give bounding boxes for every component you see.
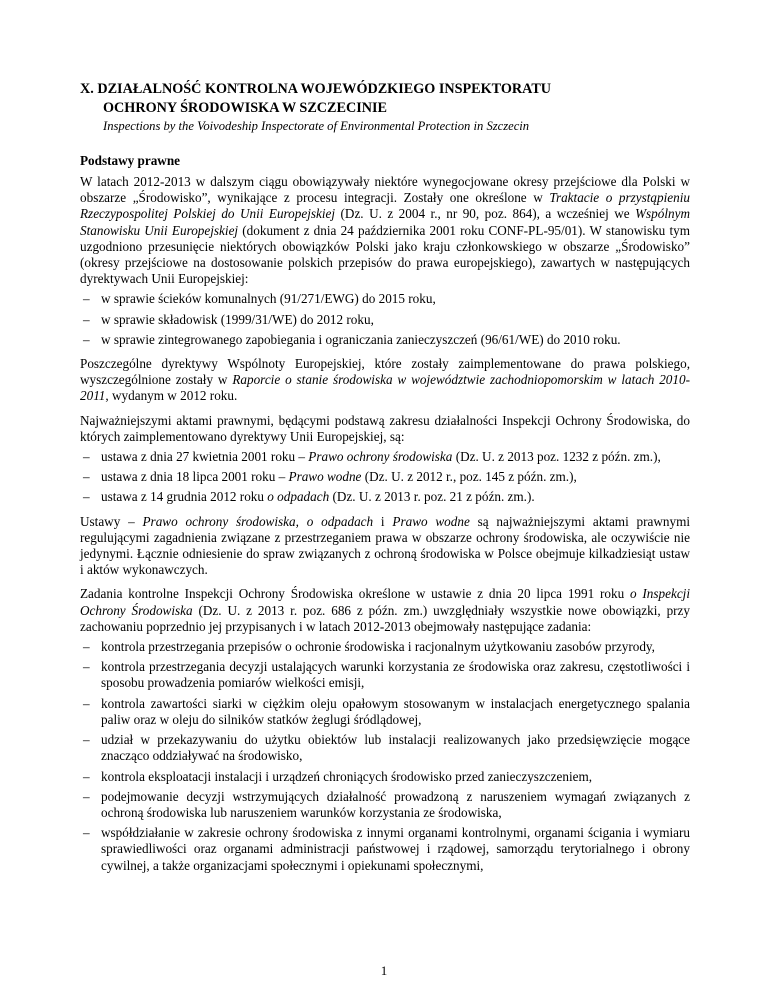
list-item: – w sprawie ścieków komunalnych (91/271/EWG) do 2015 roku,: [80, 291, 690, 307]
tasks-list: [80, 639, 690, 874]
acts-list: [80, 449, 690, 506]
paragraph-3: Najważniejszymi aktami prawnymi, będącymi podstawą zakresu działalności Inspekcji Ochrony Środowiska, do których zaimplementowano dyrektywy Unii Europejskiej, są:: [80, 412, 690, 444]
document-page: [80, 80, 690, 882]
page-number: 1: [380, 963, 388, 978]
list-item: – w sprawie składowisk (1999/31/WE) do 2012 roku,: [80, 312, 690, 328]
list-item: – kontrola przestrzegania przepisów o ochronie środowiska i racjonalnym użytkowaniu zasobów przyrody,: [80, 639, 690, 655]
list-item: – kontrola zawartości siarki w ciężkim oleju opałowym stosowanym w instalacjach energetycznego spalania paliw oraz w oleju do silników statków żeglugi śródlądowej,: [80, 696, 690, 728]
chapter-heading: [80, 80, 690, 118]
list-item: – kontrola eksploatacji instalacji i urządzeń chroniących środowisko przed zanieczyszczeniem,: [80, 769, 690, 785]
list-item: – w sprawie zintegrowanego zapobiegania i ograniczania zanieczyszczeń (96/61/WE) do 2010 roku.: [80, 332, 690, 348]
list-item: – ustawa z dnia 18 lipca 2001 roku – Prawo wodne (Dz. U. z 2012 r., poz. 145 z późn. zm.),: [80, 469, 690, 485]
paragraph-1: W latach 2012-2013 w dalszym ciągu obowiązywały niektóre wynegocjowane okresy przejściowe dla Polski w obszarze „Środowisko”, wynikające z procesu integracji. Zostały one określone w Traktacie o przystąpieniu Rzeczypospolitej Polskiej do Unii Europejskiej (Dz. U. z 2004 r., nr 90, poz. 864), a wcześniej we Wspólnym Stanowisku Unii Europejskiej (dokument z dnia 24 października 2001 roku CONF-PL-95/01). W stanowisku tym uzgodniono przesunięcie niektórych obowiązków Polski jako kraju członkowskiego w obszarze „Środowisko” (okresy przejściowe na dostosowanie polskich przepisów do prawa europejskiego), zawartych w następujących dyrektywach Unii Europejskiej:: [80, 174, 691, 287]
chapter-heading-line1: X. DZIAŁALNOŚĆ KONTROLNA WOJEWÓDZKIEGO INSPEKTORATU: [80, 81, 552, 97]
list-item: – udział w przekazywaniu do użytku obiektów lub instalacji realizowanych jako przedsięwzięcie mogące znacząco oddziaływać na środowisko,: [80, 732, 690, 764]
paragraph-2: Poszczególne dyrektywy Wspólnoty Europejskiej, które zostały zaimplementowane do prawa polskiego, wyszczególnione zostały w Raporcie o stanie środowiska w województwie zachodniopomorskim w latach 2010-2011, wydanym w 2012 roku.: [80, 356, 690, 404]
chapter-subtitle: Inspections by the Voivodeship Inspectorate of Environmental Protection in Szczecin: [103, 119, 530, 133]
paragraph-4: Ustawy – Prawo ochrony środowiska, o odpadach i Prawo wodne są najważniejszymi aktami prawnymi regulującymi zagadnienia związane z przestrzeganiem prawa w obszarze ochrony środowiska, ale oczywiście nie jedynymi. Łącznie odniesienie do spraw związanych z ochroną środowiska w Polsce obejmuje kilkadziesiąt ustaw i aktów wykonawczych.: [80, 513, 691, 578]
section-title: Podstawy prawne: [80, 153, 181, 168]
paragraph-5: Zadania kontrolne Inspekcji Ochrony Środowiska określone w ustawie z dnia 20 lipca 1991 roku o Inspekcji Ochrony Środowiska (Dz. U. z 2013 r. poz. 686 z późn. zm.) uwzględniały wszystkie nowe obowiązki, przy zachowaniu poprzednio jej przypisanych i w latach 2012-2013 obejmowały następujące zadania:: [80, 586, 690, 634]
list-item: – ustawa z dnia 27 kwietnia 2001 roku – Prawo ochrony środowiska (Dz. U. z 2013 poz. 1232 z późn. zm.),: [80, 449, 690, 465]
chapter-heading-line2: OCHRONY ŚRODOWISKA W SZCZECINIE: [103, 100, 387, 116]
list-item: – ustawa z 14 grudnia 2012 roku o odpadach (Dz. U. z 2013 r. poz. 21 z późn. zm.).: [80, 489, 690, 505]
list-item: – podejmowanie decyzji wstrzymujących działalność prowadzoną z naruszeniem wymagań związanych z ochroną środowiska lub naruszeniem warunków korzystania ze środowiska,: [80, 789, 690, 821]
list-item: – współdziałanie w zakresie ochrony środowiska z innymi organami kontrolnymi, organami ścigania i wymiaru sprawiedliwości oraz organami administracji państwowej i rządowej, samorządu terytorialnego i obrony cywilnej, a także organizacjami społecznymi i opiekunami społecznymi,: [80, 825, 690, 874]
directives-list: [80, 291, 690, 348]
list-item: – kontrola przestrzegania decyzji ustalających warunki korzystania ze środowiska oraz zakresu, częstotliwości i sposobu prowadzenia pomiarów wielkości emisji,: [80, 659, 690, 691]
